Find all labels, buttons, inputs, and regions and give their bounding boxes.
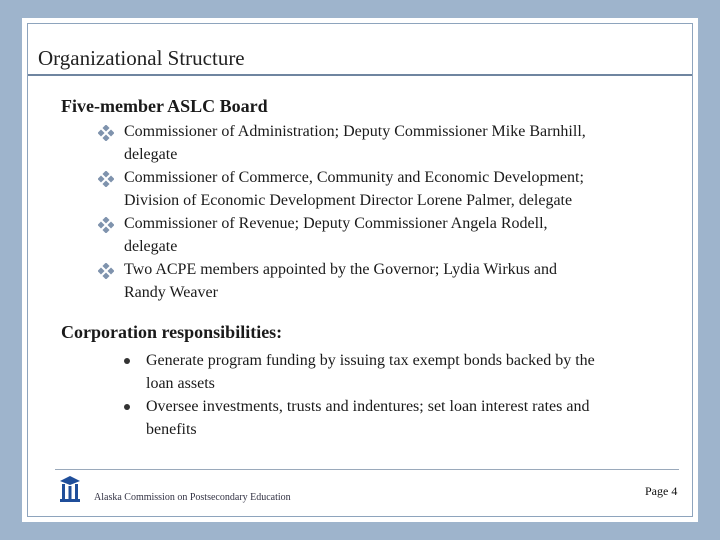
diamond-bullet-icon: [98, 217, 114, 233]
list-item: [98, 120, 658, 166]
list-item: [120, 395, 660, 441]
dot-bullet-icon: [124, 404, 130, 410]
diamond-bullet-icon: [98, 125, 114, 141]
board-member-list: [98, 120, 658, 304]
title-divider: [28, 74, 692, 76]
list-item-line: Randy Weaver: [124, 284, 218, 301]
list-item-line: Division of Economic Development Director Lorene Palmer, delegate: [124, 192, 573, 209]
corporation-heading: Corporation responsibilities:: [61, 322, 283, 342]
footer-organization: Alaska Commission on Postsecondary Education: [94, 492, 291, 503]
diamond-bullet-icon: [98, 263, 114, 279]
list-item-line: Two ACPE members appointed by the Governor; Lydia Wirkus and: [124, 261, 557, 278]
slide-title: Organizational Structure: [38, 46, 245, 70]
list-item: [98, 212, 658, 258]
list-item: [120, 349, 660, 395]
dot-bullet-icon: [124, 358, 130, 364]
acpe-logo-icon: [58, 475, 82, 503]
corporation-responsibility-list: [120, 349, 660, 441]
list-item: [98, 166, 658, 212]
list-item-line: Commissioner of Revenue; Deputy Commissioner Angela Rodell,: [124, 215, 548, 232]
page-number: Page 4: [645, 484, 678, 498]
list-item-line: delegate: [124, 238, 178, 255]
list-item-line: Commissioner of Administration; Deputy Commissioner Mike Barnhill,: [124, 123, 586, 140]
board-heading: Five-member ASLC Board: [61, 96, 268, 116]
list-item-line: benefits: [146, 421, 197, 438]
list-item-line: loan assets: [146, 375, 215, 392]
footer-divider: [55, 469, 679, 470]
diamond-bullet-icon: [98, 171, 114, 187]
list-item-line: delegate: [124, 146, 178, 163]
list-item-line: Commissioner of Commerce, Community and Economic Development;: [124, 169, 584, 186]
list-item: [98, 258, 658, 304]
list-item-line: Generate program funding by issuing tax exempt bonds backed by the: [146, 352, 595, 369]
slide: [22, 18, 698, 522]
list-item-line: Oversee investments, trusts and indentures; set loan interest rates and: [146, 398, 590, 415]
